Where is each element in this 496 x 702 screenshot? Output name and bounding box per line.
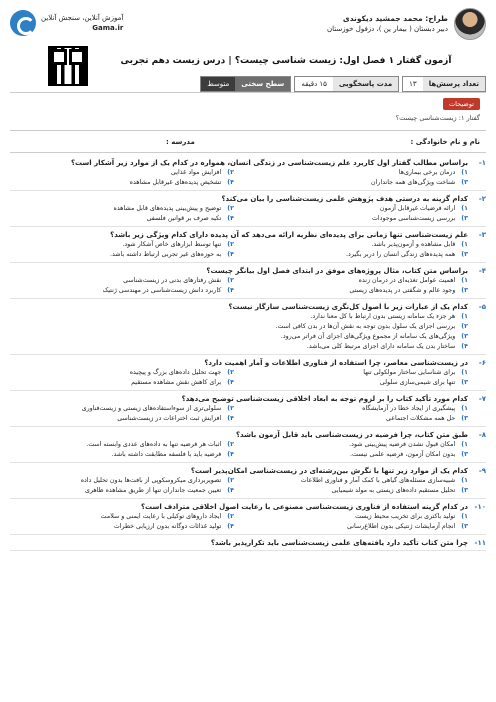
option-number: ۳): [461, 451, 468, 458]
option-number: ۳): [461, 179, 468, 186]
answer-option[interactable]: [244, 476, 468, 486]
question-number: ۱۱-: [474, 539, 486, 547]
question-item: [10, 430, 486, 463]
answer-option[interactable]: [10, 332, 468, 342]
option-text: تولید غذائات دوگانه بدون ارزیابی خطرات: [113, 523, 222, 530]
answer-option[interactable]: [10, 378, 234, 388]
answer-option[interactable]: [10, 322, 468, 332]
question-title: [10, 502, 486, 512]
answer-option[interactable]: [244, 378, 468, 388]
question-options: [10, 404, 486, 424]
option-text: توضیح و پیش‌بینی پدیده‌های قابل مشاهده: [113, 205, 222, 212]
question-divider: [10, 426, 486, 427]
option-number: ۴): [227, 287, 234, 294]
answer-option[interactable]: [244, 204, 468, 214]
question-title: [10, 430, 486, 440]
answer-option[interactable]: [10, 512, 234, 522]
option-text: اهمیت عوامل تغذیه‌ای در درمان زنده: [358, 277, 456, 284]
answer-option[interactable]: [10, 414, 234, 424]
question-text: کدام مورد تأکید کتاب را بر لزوم توجه به ابعاد اخلاقی زیست‌شناسی توضیح می‌دهد؟: [181, 395, 468, 403]
exam-meta: [200, 76, 486, 92]
question-item: [10, 230, 486, 263]
option-number: ۳): [461, 379, 468, 386]
option-text: فرضیه باید با فلسفه مطابقت داشته باشد.: [111, 451, 222, 458]
answer-option[interactable]: [10, 486, 234, 496]
question-item: [10, 538, 486, 551]
option-number: ۳): [461, 415, 468, 422]
answer-option[interactable]: [10, 312, 468, 322]
answer-option[interactable]: [10, 240, 234, 250]
meta-duration: مدت پاسخگویی ۱۵ دقیقه: [294, 76, 399, 92]
option-number: ۳): [461, 215, 468, 222]
question-options: [10, 168, 486, 188]
option-number: ۱): [461, 369, 468, 376]
answer-option[interactable]: [10, 214, 234, 224]
option-text: تولید باکتری برای تخریب محیط زیست: [355, 513, 456, 520]
option-number: ۴): [461, 343, 468, 350]
question-text: کدام یک از عبارات زیر با اصول کل‌نگری زیست‌شناسی سازگار نیست؟: [228, 303, 468, 311]
option-number: ۳): [461, 487, 468, 494]
option-number: ۲): [227, 477, 234, 484]
question-options: [10, 512, 486, 532]
question-item: [10, 266, 486, 299]
answer-option[interactable]: [10, 342, 468, 352]
author-block: [327, 8, 486, 40]
option-number: ۱): [461, 441, 468, 448]
answer-option[interactable]: [244, 276, 468, 286]
question-options: [10, 440, 486, 460]
question-divider: [10, 298, 486, 299]
question-divider: [10, 262, 486, 263]
answer-option[interactable]: [244, 522, 468, 532]
option-text: ویژگی‌های یک سامانه از مجموع ویژگی‌های اجزای آن فراتر می‌رود.: [280, 333, 456, 340]
question-number: ۱-: [478, 159, 486, 167]
option-number: ۴): [227, 379, 234, 386]
exam-title: آزمون گفتار ۱ فصل اول: زیست شناسی چیست؟ | درس زیست دهم تجربی: [120, 56, 452, 66]
answer-option[interactable]: [10, 404, 234, 414]
question-text: براساس متن کتاب، مثال پروژه‌های موفق در ابتدای فصل اول بیانگر چیست؟: [206, 267, 468, 275]
question-text: کدام یک از موارد زیر تنها با نگرش بین‌رشته‌ای در زیست‌شناسی امکان‌پذیر است؟: [190, 467, 468, 475]
brand-block[interactable]: [10, 10, 123, 36]
answer-option[interactable]: [244, 450, 468, 460]
question-text: کدام گزینه به درستی هدف پژوهش علمی زیست‌شناسی را بیان می‌کند؟: [221, 195, 468, 203]
answer-option[interactable]: [10, 522, 234, 532]
option-text: تصویربرداری میکروسکوپی از بافت‌ها بدون تحلیل داده: [80, 477, 222, 484]
question-number: ۲-: [478, 195, 486, 203]
answer-option[interactable]: [244, 250, 468, 260]
option-text: همه پدیده‌های زندگی انسان را دربر بگیرد.: [346, 251, 456, 258]
question-item: [10, 358, 486, 391]
option-text: امکان قبول نشدن فرضیه پیش‌بینی شود.: [349, 441, 456, 448]
option-number: ۲): [227, 277, 234, 284]
option-number: ۳): [461, 287, 468, 294]
question-number: ۶-: [478, 359, 486, 367]
option-text: شناخت ویژگی‌های همه جانداران: [371, 179, 456, 186]
answer-option[interactable]: [10, 450, 234, 460]
question-title: [10, 466, 486, 476]
option-number: ۴): [227, 523, 234, 530]
option-number: ۲): [227, 405, 234, 412]
notes-tag: توضیحات: [443, 98, 480, 110]
question-text: در زیست‌شناسی معاصر، چرا استفاده از فناوری اطلاعات و آمار اهمیت دارد؟: [204, 359, 468, 367]
header-divider: [10, 92, 486, 93]
student-divider: [10, 152, 486, 153]
question-divider: [10, 354, 486, 355]
answer-option[interactable]: [244, 368, 468, 378]
qr-code-icon: [48, 46, 88, 86]
option-number: ۴): [227, 451, 234, 458]
option-number: ۱): [461, 169, 468, 176]
question-divider: [10, 550, 486, 551]
answer-option[interactable]: [244, 486, 468, 496]
option-text: برای کاهش نقش مشاهده مستقیم: [131, 379, 222, 386]
option-text: افزایش مواد غذایی: [170, 169, 222, 176]
school-label: مدرسه :: [166, 138, 195, 146]
brand-site[interactable]: Gama.ir: [92, 24, 124, 32]
answer-option[interactable]: [244, 414, 468, 424]
option-text: به حوزه‌های غیر تجربی ارتباط داشته باشد.: [109, 251, 222, 258]
option-text: تنها توسط ابزارهای خاص آشکار شود.: [122, 241, 222, 248]
option-number: ۴): [227, 487, 234, 494]
question-title: [10, 266, 486, 276]
question-divider: [10, 534, 486, 535]
option-number: ۲): [227, 441, 234, 448]
option-text: شبیه‌سازی مسئله‌های گیاهی با کمک آمار و فناوری اطلاعات: [300, 477, 456, 484]
question-options: [10, 276, 486, 296]
option-text: افزایش ثبت اختراعات در زیست‌شناسی: [117, 415, 222, 422]
option-text: تنها برای شیمی‌سازی سلولی: [379, 379, 456, 386]
option-text: جهت تحلیل داده‌های بزرگ و پیچیده: [129, 369, 222, 376]
option-text: قابل مشاهده و آزمون‌پذیر باشد.: [371, 241, 456, 248]
option-number: ۴): [227, 179, 234, 186]
option-text: اثبات هر فرضیه تنها به داده‌های عددی وابسته است.: [86, 441, 222, 448]
question-item: [10, 394, 486, 427]
question-options: [10, 368, 486, 388]
meta-difficulty: سطح سختی متوسط: [200, 76, 291, 92]
author-role: دبیر دبستان ( بیمار ین )، دزفول خوزستان: [326, 25, 448, 33]
option-number: ۳): [461, 333, 468, 340]
option-number: ۱): [461, 405, 468, 412]
answer-option[interactable]: [244, 168, 468, 178]
question-item: [10, 158, 486, 191]
question-divider: [10, 462, 486, 463]
question-title: [10, 394, 486, 404]
notes-divider: [10, 130, 486, 131]
option-number: ۲): [227, 369, 234, 376]
question-number: ۵-: [478, 303, 486, 311]
question-divider: [10, 190, 486, 191]
option-number: ۴): [227, 251, 234, 258]
option-text: نقش رفتارهای بدنی در زیست‌شناسی: [123, 277, 222, 284]
option-text: برای شناسایی ساختار مولکولی تنها: [363, 369, 456, 376]
question-text: در کدام گزینه استفاده از فناوری زیست‌شناسی مصنوعی با رعایت اصول اخلاقی مترادف است؟: [140, 503, 468, 511]
question-options: [10, 312, 486, 352]
answer-option[interactable]: [244, 404, 468, 414]
notes-text: گفتار ۱: زیست‌شناسی چیست؟: [395, 114, 480, 122]
option-text: بررسی اجزای یک سلول بدون توجه به نقش آن‌ها در بدن کافی است.: [275, 323, 456, 330]
question-text: طبق متن کتاب، چرا فرضیه در زیست‌شناسی باید قابل آزمون باشد؟: [235, 431, 468, 439]
option-text: کاربرد دانش زیست‌شناسی در مهندسی ژنتیک: [102, 287, 222, 294]
author-name: طراح: محمد جمشید دیکوندی: [342, 14, 448, 23]
answer-option[interactable]: [244, 440, 468, 450]
question-item: [10, 194, 486, 227]
option-number: ۲): [227, 169, 234, 176]
answer-option[interactable]: [244, 178, 468, 188]
question-number: ۱۰-: [474, 503, 486, 511]
question-options: [10, 476, 486, 496]
answer-option[interactable]: [244, 240, 468, 250]
question-title: [10, 302, 486, 312]
answer-option[interactable]: [10, 440, 234, 450]
answer-option[interactable]: [10, 168, 234, 178]
page-header: [10, 8, 486, 118]
option-number: ۳): [461, 251, 468, 258]
question-number: ۸-: [478, 431, 486, 439]
option-text: هر جزء یک سامانه زیستی بدون ارتباط با کل معنا ندارد.: [310, 313, 456, 320]
answer-option[interactable]: [10, 286, 234, 296]
option-number: ۴): [227, 415, 234, 422]
answer-option[interactable]: [10, 476, 234, 486]
option-text: بررسی زیست‌شناسی موجودات: [372, 215, 456, 222]
option-number: ۳): [461, 523, 468, 530]
question-title: [10, 230, 486, 240]
option-text: ارائه فرضیات غیرقابل آزمون: [379, 205, 456, 212]
option-number: ۱): [461, 205, 468, 212]
question-number: ۷-: [478, 395, 486, 403]
option-number: ۲): [461, 323, 468, 330]
question-divider: [10, 390, 486, 391]
answer-option[interactable]: [10, 276, 234, 286]
option-text: بدون امکان آزمون، فرضیه علمی نیست.: [350, 451, 456, 458]
option-text: انجام آزمایشات ژنتیکی بدون اطلاع‌رسانی: [347, 523, 456, 530]
question-number: ۴-: [478, 267, 486, 275]
answer-option[interactable]: [10, 368, 234, 378]
question-title: [10, 358, 486, 368]
question-options: [10, 240, 486, 260]
question-divider: [10, 498, 486, 499]
question-item: [10, 502, 486, 535]
option-number: ۲): [227, 513, 234, 520]
meta-question-count: تعداد پرسش‌ها ۱۳: [402, 76, 486, 92]
answer-option[interactable]: [10, 204, 234, 214]
option-text: ایجاد داروهای توکیلی با رعایت ایمنی و سلامت: [100, 513, 222, 520]
option-text: ساختار بدن یک سامانه دارای اجزای مرتبط کلی می‌باشد.: [306, 343, 456, 350]
question-title: [10, 158, 486, 168]
answer-option[interactable]: [10, 250, 234, 260]
question-item: [10, 302, 486, 355]
option-number: ۴): [227, 215, 234, 222]
question-text: براساس مطالب گفتار اول کاربرد علم زیست‌شناسی در زندگی انسان، همواره در کدام یک از موارد زیر آشکار است؟: [70, 159, 468, 167]
answer-option[interactable]: [244, 512, 468, 522]
option-number: ۲): [227, 241, 234, 248]
question-title: [10, 194, 486, 204]
option-number: ۱): [461, 313, 468, 320]
option-text: تشخیص پدیده‌های غیرقابل مشاهده: [129, 179, 222, 186]
option-number: ۱): [461, 477, 468, 484]
question-text: علم زیست‌شناسی تنها زمانی برای پدیده‌ای نظریه ارائه می‌دهد که آن پدیده دارای کدام ویژگی زیر باشد؟: [110, 231, 468, 239]
question-text: چرا متن کتاب تأکید دارد یافته‌های علمی زیست‌شناسی باید تکرارپذیر باشد؟: [210, 539, 468, 547]
option-number: ۱): [461, 513, 468, 520]
brand-name: آموزش آنلاین، سنجش آنلاین: [41, 14, 124, 22]
student-name-label: نام و نام خانوادگی :: [410, 138, 480, 146]
answer-option[interactable]: [10, 178, 234, 188]
option-number: ۲): [227, 205, 234, 212]
option-number: ۱): [461, 241, 468, 248]
option-text: وجود عالم و شگفتی در پدیده‌های زیستی: [349, 287, 456, 294]
question-title: [10, 538, 486, 548]
option-text: پیشگیری از ایجاد خطا در آزمایشگاه: [362, 405, 456, 412]
answer-option[interactable]: [244, 214, 468, 224]
question-divider: [10, 226, 486, 227]
question-number: ۳-: [478, 231, 486, 239]
question-options: [10, 204, 486, 224]
option-text: درمان برخی بیماری‌ها: [398, 169, 456, 176]
option-number: ۱): [461, 277, 468, 284]
option-text: حل همه مشکلات اجتماعی: [386, 415, 456, 422]
answer-option[interactable]: [244, 286, 468, 296]
option-text: سلولی‌تری از سوءاستفاده‌های زیستی و زیست‌فناوری: [81, 405, 222, 412]
question-list: [10, 158, 486, 554]
author-avatar: [454, 8, 486, 40]
option-text: تکیه صرف بر قوانین فلسفی: [146, 215, 222, 222]
student-info: [16, 138, 480, 146]
question-item: [10, 466, 486, 499]
brand-logo-icon: [10, 10, 36, 36]
option-text: تعیین جمعیت جانداران تنها از طریق مشاهده ظاهری: [84, 487, 222, 494]
question-number: ۹-: [478, 467, 486, 475]
option-text: تحلیل مستقیم داده‌های زیستی به مولد شیمیایی: [331, 487, 456, 494]
